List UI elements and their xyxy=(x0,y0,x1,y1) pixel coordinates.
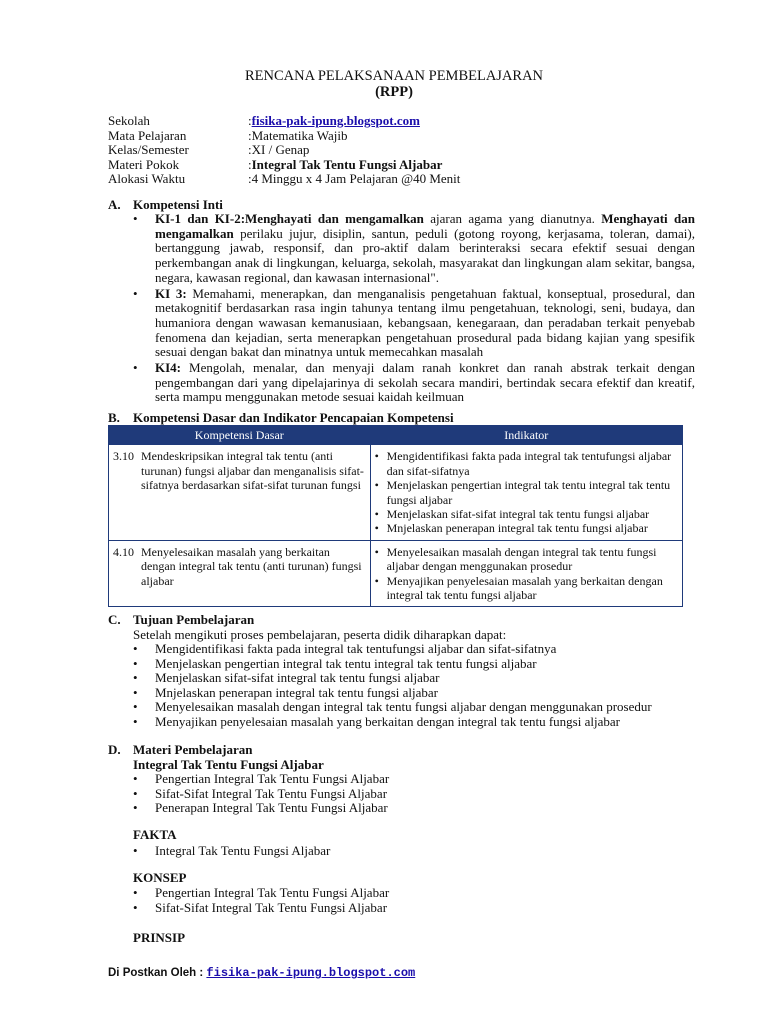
list-item: • Menjelaskan sifat-sifat integral tak tentu fungsi aljabar xyxy=(133,670,440,686)
document-subtitle: (RPP) xyxy=(375,84,413,100)
kd-number: 3.10 xyxy=(113,449,134,464)
kd-text: Menyelesaikan masalah yang berkaitan dengan integral tak tentu (anti turunan) fungsi aljabar xyxy=(141,544,362,588)
section-title: Kompetensi Inti xyxy=(133,197,223,212)
indicator-item: • Mengidentifikasi fakta pada integral tak tentufungsi aljabar dan sifat-sifatnya xyxy=(374,449,672,478)
fakta-list xyxy=(133,844,330,859)
materi-list xyxy=(133,772,389,816)
ki-item xyxy=(133,361,695,405)
indicator-item: • Menjelaskan pengertian integral tak tentu integral tak tentu fungsi aljabar xyxy=(374,478,671,507)
info-separator: : xyxy=(248,113,252,128)
ki-text: Mengolah, menalar, dan menyaji dalam ranah konkret dan ranah abstrak terkait dengan pengembangan dari yang dipelajarinya di sekolah secara mandiri, bertindak secara efektif dan kreatif, serta mampu menggunakan metode sesuai kaidah keilmuan xyxy=(155,360,695,405)
list-item: • Mnjelaskan penerapan integral tak tentu fungsi aljabar xyxy=(133,684,439,700)
bullet-icon: • xyxy=(133,360,138,376)
section-title: Kompetensi Dasar dan Indikator Pencapaian Kompetensi xyxy=(133,410,454,425)
info-label: Mata Pelajaran xyxy=(108,127,187,143)
footer-label: Di Postkan Oleh : xyxy=(108,967,207,979)
prinsip-title: PRINSIP xyxy=(133,930,186,945)
section-b-heading xyxy=(108,410,454,426)
info-label: Alokasi Waktu xyxy=(108,171,186,187)
list-item: • Penerapan Integral Tak Tentu Fungsi Aljabar xyxy=(133,800,388,816)
ki-emph: Menghayati dan mengamalkan xyxy=(245,211,424,226)
info-row-alokasi xyxy=(108,172,460,187)
indicator-item: • Menjelaskan sifat-sifat integral tak tentu fungsi aljabar xyxy=(374,507,650,522)
section-letter: D. xyxy=(108,742,121,757)
list-item: • Menjelaskan pengertian integral tak tentu integral tak tentu fungsi aljabar xyxy=(133,655,537,671)
info-row-kelas xyxy=(108,143,460,158)
section-letter: A. xyxy=(108,197,121,212)
info-value: XI / Genap xyxy=(251,142,310,158)
table-header: Indikator xyxy=(370,426,682,445)
bullet-icon: • xyxy=(133,899,138,915)
indicator-item: • Menyelesaikan masalah dengan integral tak tentu fungsi aljabar dengan menggunakan prosedur xyxy=(374,544,657,574)
list-item: • Sifat-Sifat Integral Tak Tentu Fungsi Aljabar xyxy=(133,899,388,915)
bullet-icon: • xyxy=(133,800,138,816)
info-separator: : xyxy=(248,127,252,143)
info-row-materi xyxy=(108,158,460,173)
info-label: Sekolah xyxy=(108,113,150,128)
list-item: • Integral Tak Tentu Fungsi Aljabar xyxy=(133,843,331,858)
info-block xyxy=(108,114,460,187)
info-separator: : xyxy=(248,156,252,172)
footer xyxy=(108,966,415,980)
list-item: • Mengidentifikasi fakta pada integral tak tentufungsi aljabar dan sifat-sifatnya xyxy=(133,641,557,656)
bullet-icon: • xyxy=(374,573,379,588)
ki-text: perilaku jujur, disiplin, santun, peduli (gotong royong, kerjasama, toleran, damai), bertanggung jawab, responsif, dan pro-aktif dalam berinteraksi secara efektif sesuai dengan perkembangan anak di lingkungan, keluarga, sekolah, masyarakat dan lingkungan alam sekitar, bangsa, negara, kawasan regional, dan kawasan internasional". xyxy=(155,225,695,285)
konsep-title: KONSEP xyxy=(133,870,187,885)
table-row xyxy=(109,540,683,607)
bullet-icon: • xyxy=(133,713,138,729)
bullet-icon: • xyxy=(133,843,138,858)
section-letter: B. xyxy=(108,410,120,425)
ki-text: Memahami, menerapkan, dan menganalisis pengetahuan faktual, konseptual, prosedural, dan metakognitif berdasarkan rasa ingin tahunya tentang ilmu pengetahuan, teknologi, seni, budaya, dan humaniora dengan wawasan kemanusiaan, kebangsaan, kenegaraan, dan peradaban terkait penyebab fenomena dan kejadian, serta menerapkan pengetahuan prosedural pada bidang kajian yang spesifik sesuai dengan bakat dan minatnya untuk memecahkan masalah xyxy=(155,285,696,360)
bullet-icon: • xyxy=(374,478,379,493)
ki-list xyxy=(133,212,695,406)
ki-text: ajaran agama yang dianutnya. xyxy=(423,211,602,226)
list-item: • Menyelesaikan masalah dengan integral tak tentu fungsi aljabar dengan menggunakan prosedur xyxy=(133,699,652,715)
section-d-heading xyxy=(108,742,252,758)
materi-title: Integral Tak Tentu Fungsi Aljabar xyxy=(133,757,324,772)
bullet-icon: • xyxy=(133,885,138,900)
ki-head: KI 3: xyxy=(155,285,187,301)
info-value: Integral Tak Tentu Fungsi Aljabar xyxy=(251,156,443,172)
info-separator: : xyxy=(248,171,252,187)
ki-emph: Menghayati dan mengamalkan xyxy=(155,211,695,241)
ki-head: KI4: xyxy=(155,360,181,376)
list-item: • Pengertian Integral Tak Tentu Fungsi Aljabar xyxy=(133,771,390,786)
konsep-list xyxy=(133,886,389,915)
info-separator: : xyxy=(248,142,252,158)
bullet-icon: • xyxy=(374,521,379,536)
kd-number: 4.10 xyxy=(113,544,134,559)
table-row xyxy=(109,445,683,540)
bullet-icon: • xyxy=(374,507,379,522)
ki-item xyxy=(133,287,695,361)
info-row-mapel xyxy=(108,129,460,144)
bullet-icon: • xyxy=(374,544,379,559)
kd-indikator-table xyxy=(108,425,683,607)
info-row-sekolah xyxy=(108,114,460,129)
ki-head: KI-1 dan KI-2: xyxy=(155,211,246,226)
bullet-icon: • xyxy=(133,699,138,715)
info-label: Kelas/Semester xyxy=(108,142,189,158)
ki-item xyxy=(133,212,695,286)
section-title: Materi Pembelajaran xyxy=(133,742,253,757)
table-header-row xyxy=(109,426,683,445)
list-item: • Pengertian Integral Tak Tentu Fungsi Aljabar xyxy=(133,885,390,900)
fakta-title: FAKTA xyxy=(133,827,177,842)
bullet-icon: • xyxy=(133,785,138,801)
bullet-icon: • xyxy=(133,655,138,671)
school-link[interactable]: fisika-pak-ipung.blogspot.com xyxy=(251,113,420,128)
tujuan-intro: Setelah mengikuti proses pembelajaran, peserta didik diharapkan dapat: xyxy=(133,627,507,642)
bullet-icon: • xyxy=(133,670,138,686)
info-value: 4 Minggu x 4 Jam Pelajaran @40 Menit xyxy=(251,171,461,187)
kd-text: Mendeskripsikan integral tak tentu (anti turunan) fungsi aljabar dan menganalisis sifat-sifatnya berdasarkan sifat-sifat turunan fungsi xyxy=(141,449,364,493)
bullet-icon: • xyxy=(133,211,138,226)
section-title: Tujuan Pembelajaran xyxy=(133,612,255,627)
indicator-item: • Mnjelaskan penerapan integral tak tentu fungsi aljabar xyxy=(374,521,648,536)
section-letter: C. xyxy=(108,612,121,627)
tujuan-list xyxy=(133,642,652,730)
bullet-icon: • xyxy=(133,285,138,301)
table-header: Kompetensi Dasar xyxy=(109,426,371,445)
bullet-icon: • xyxy=(133,684,138,700)
list-item: • Sifat-Sifat Integral Tak Tentu Fungsi Aljabar xyxy=(133,785,388,801)
bullet-icon: • xyxy=(374,449,379,464)
section-c-heading xyxy=(108,612,254,628)
info-value: Matematika Wajib xyxy=(251,127,348,143)
bullet-icon: • xyxy=(133,771,138,786)
indicator-item: • Menyajikan penyelesaian masalah yang berkaitan dengan integral tak tentu fungsi aljabar xyxy=(374,573,663,603)
footer-link[interactable]: fisika-pak-ipung.blogspot.com xyxy=(206,966,416,980)
bullet-icon: • xyxy=(133,641,138,656)
info-label: Materi Pokok xyxy=(108,156,180,172)
document-title: RENCANA PELAKSANAAN PEMBELAJARAN xyxy=(244,68,544,84)
list-item: • Menyajikan penyelesaian masalah yang berkaitan dengan integral tak tentu fungsi aljabar xyxy=(133,713,620,729)
